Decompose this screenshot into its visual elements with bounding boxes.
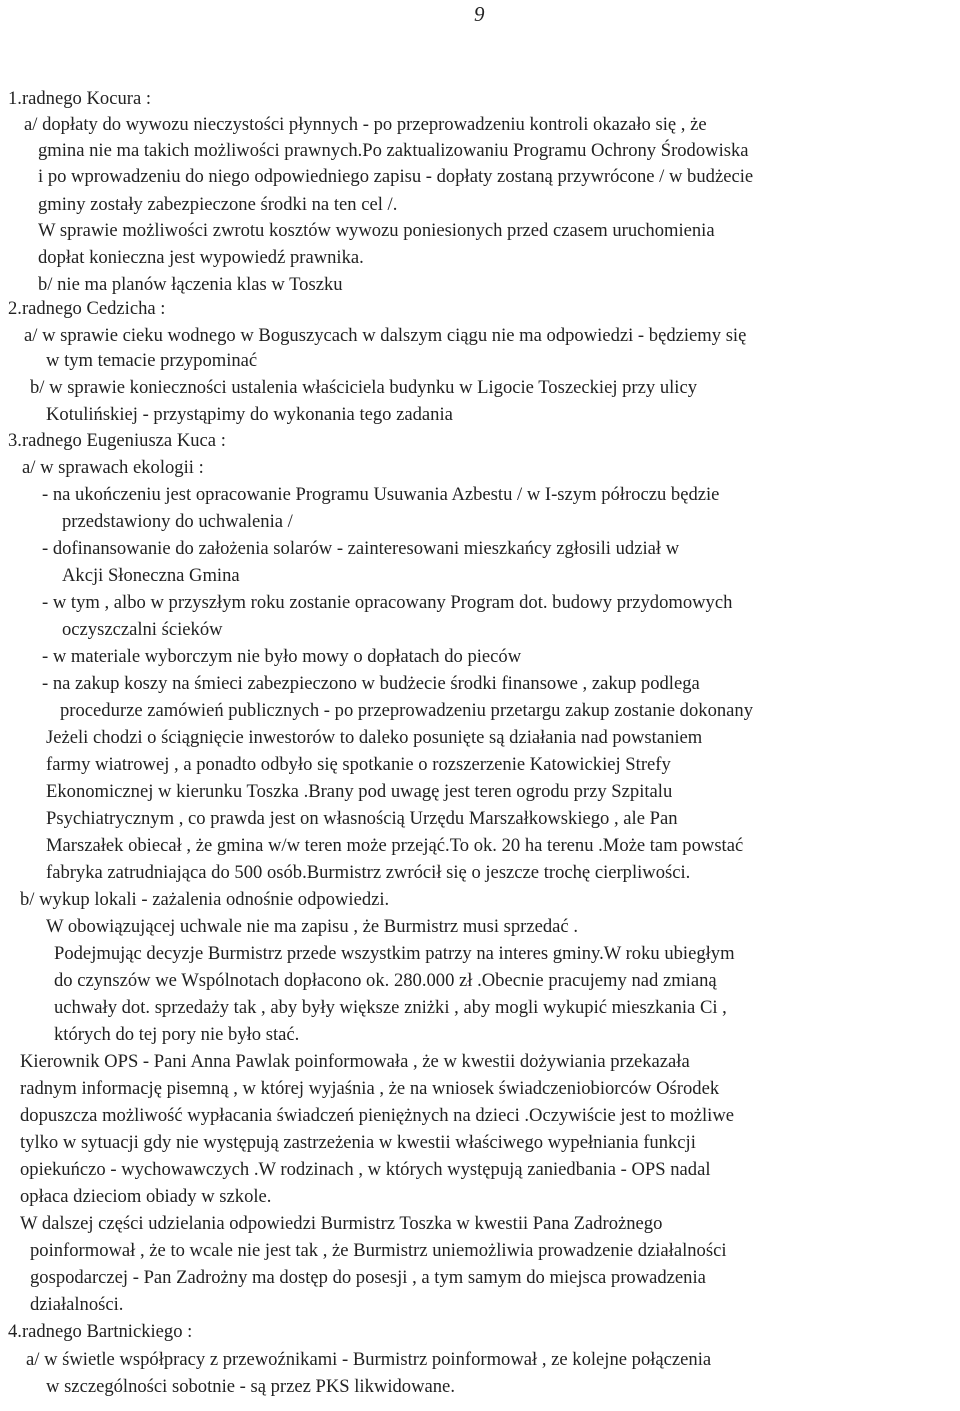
text-line: poinformował , że to wcale nie jest tak , że Burmistrz uniemożliwia prowadzenie działalności — [30, 1240, 727, 1261]
text-line: Ekonomicznej w kierunku Toszka .Brany pod uwagę jest teren ogrodu przy Szpitalu — [46, 781, 673, 802]
text-line: gospodarczej - Pan Zadrożny ma dostęp do posesji , a tym samym do miejsca prowadzenia — [30, 1267, 706, 1288]
text-line: Psychiatrycznym , co prawda jest on własnością Urzędu Marszałkowskiego , ale Pan — [46, 808, 678, 829]
text-line: działalności. — [30, 1294, 124, 1315]
text-line: a/ w świetle współpracy z przewoźnikami - Burmistrz poinformował , ze kolejne połączenia — [26, 1349, 712, 1370]
text-line: i po wprowadzeniu do niego odpowiedniego zapisu - dopłaty zostaną przywrócone / w budżecie — [38, 166, 754, 187]
text-line: Kierownik OPS - Pani Anna Pawlak poinformowała , że w kwestii dożywiania przekazała — [20, 1051, 690, 1072]
text-line: 1.radnego Kocura : — [8, 88, 152, 109]
text-line: 3.radnego Eugeniusza Kuca : — [8, 430, 226, 451]
text-line: przedstawiony do uchwalenia / — [62, 511, 293, 532]
text-line: gmina nie ma takich możliwości prawnych.Po zaktualizowaniu Programu Ochrony Środowiska — [38, 140, 749, 161]
text-line: a/ w sprawach ekologii : — [22, 457, 204, 478]
text-line: W dalszej części udzielania odpowiedzi Burmistrz Toszka w kwestii Pana Zadrożnego — [20, 1213, 663, 1234]
text-line: gminy zostały zabezpieczone środki na ten cel /. — [38, 194, 398, 215]
page-number: 9 — [474, 2, 485, 26]
text-line: farmy wiatrowej , a ponadto odbyło się spotkanie o rozszerzenie Katowickiej Strefy — [46, 754, 671, 775]
text-line: Kotulińskiej - przystąpimy do wykonania tego zadania — [46, 404, 453, 425]
text-line: fabryka zatrudniająca do 500 osób.Burmistrz zwrócił się o jeszcze trochę cierpliwości. — [46, 862, 691, 883]
text-line: W sprawie możliwości zwrotu kosztów wywozu poniesionych przed czasem uruchomienia — [38, 220, 715, 241]
text-line: których do tej pory nie było stać. — [54, 1024, 300, 1045]
text-line: radnym informację pisemną , w której wyjaśnia , że na wniosek świadczeniobiorców Ośrodek — [20, 1078, 720, 1099]
text-line: W obowiązującej uchwale nie ma zapisu , że Burmistrz musi sprzedać . — [46, 916, 578, 937]
text-line: b/ nie ma planów łączenia klas w Toszku — [38, 274, 343, 295]
text-line: a/ w sprawie cieku wodnego w Boguszycach w dalszym ciągu nie ma odpowiedzi - będziemy się — [24, 325, 747, 346]
text-line: dopłat konieczna jest wypowiedź prawnika. — [38, 247, 364, 268]
text-line: w tym temacie przypominać — [46, 350, 258, 371]
text-line: dopuszcza możliwość wypłacania świadczeń pieniężnych na dzieci .Oczywiście jest to możliwe — [20, 1105, 735, 1126]
text-line: 4.radnego Bartnickiego : — [8, 1321, 193, 1342]
text-line: a/ dopłaty do wywozu nieczystości płynnych - po przeprowadzeniu kontroli okazało się , że — [24, 114, 707, 135]
text-line: b/ wykup lokali - zażalenia odnośnie odpowiedzi. — [20, 889, 390, 910]
text-line: Marszałek obiecał , że gmina w/w teren może przejąć.To ok. 20 ha terenu .Może tam powstać — [46, 835, 744, 856]
text-line: Akcji Słoneczna Gmina — [62, 565, 240, 586]
text-line: oczyszczalni ścieków — [62, 619, 223, 640]
text-line: opłaca dzieciom obiady w szkole. — [20, 1186, 272, 1207]
text-line: uchwały dot. sprzedaży tak , aby były większe zniżki , aby mogli wykupić mieszkania Ci , — [54, 997, 727, 1018]
text-line: - w materiale wyborczym nie było mowy o dopłatach do pieców — [42, 646, 522, 667]
text-line: tylko w sytuacji gdy nie występują zastrzeżenia w kwestii właściwego wypełniania funkcji — [20, 1132, 696, 1153]
text-line: do czynszów we Wspólnotach dopłacono ok. 280.000 zł .Obecnie pracujemy nad zmianą — [54, 970, 717, 991]
text-line: - dofinansowanie do założenia solarów - zainteresowani mieszkańcy zgłosili udział w — [42, 538, 680, 559]
text-line: - w tym , albo w przyszłym roku zostanie opracowany Program dot. budowy przydomowych — [42, 592, 733, 613]
text-line: procedurze zamówień publicznych - po przeprowadzeniu przetargu zakup zostanie dokonany — [60, 700, 754, 721]
text-line: w szczególności sobotnie - są przez PKS likwidowane. — [46, 1376, 455, 1397]
text-line: opiekuńczo - wychowawczych .W rodzinach , w których występują zaniedbania - OPS nadal — [20, 1159, 711, 1180]
text-line: b/ w sprawie konieczności ustalenia właściciela budynku w Ligocie Toszeckiej przy ulicy — [30, 377, 697, 398]
text-line: Jeżeli chodzi o ściągnięcie inwestorów to daleko posunięte są działania nad powstaniem — [46, 727, 703, 748]
text-line: 2.radnego Cedzicha : — [8, 298, 166, 319]
text-line: - na ukończeniu jest opracowanie Programu Usuwania Azbestu / w I-szym półroczu będzie — [42, 484, 720, 505]
text-line: - na zakup koszy na śmieci zabezpieczono w budżecie środki finansowe , zakup podlega — [42, 673, 700, 694]
text-line: Podejmując decyzje Burmistrz przede wszystkim patrzy na interes gminy.W roku ubiegłym — [54, 943, 735, 964]
